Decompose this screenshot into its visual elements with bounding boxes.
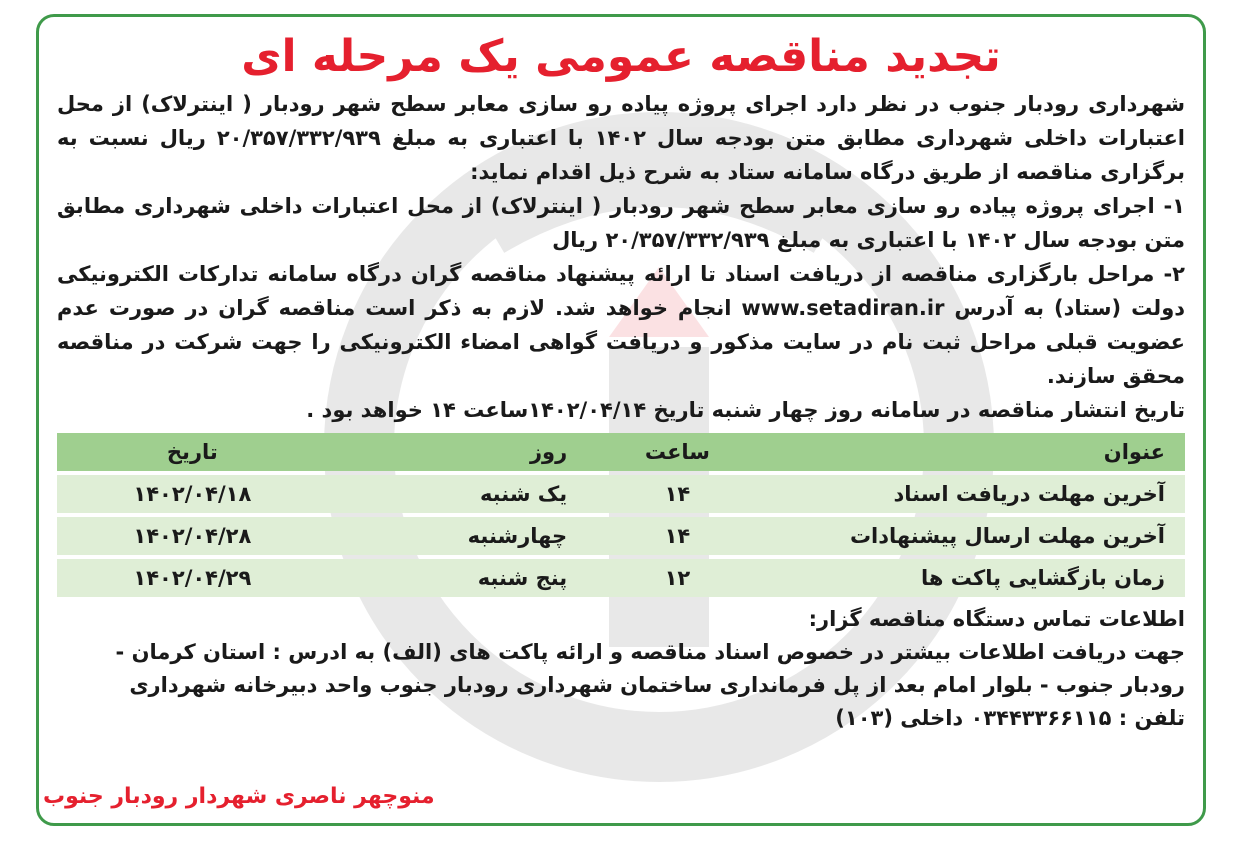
contact-phone: تلفن : ۰۳۴۴۳۳۶۶۱۱۵ داخلی (۱۰۳) <box>835 706 1185 730</box>
table-row <box>57 475 1185 513</box>
row-date: ۱۴۰۲/۰۴/۲۹ <box>57 559 328 597</box>
signature: منوچهر ناصری شهردار رودبار جنوب <box>43 784 435 809</box>
row-title: آخرین مهلت دریافت اسناد <box>768 475 1185 513</box>
item-2-text: ۲- مراحل بارگزاری مناقصه از دریافت اسناد تا ارائه پیشنهاد مناقصه گران درگاه سامانه تدارکات الکترونیکی دولت (ستاد) به آدرس <box>57 262 1186 320</box>
table-header-row <box>57 433 1185 471</box>
page-title: تجدید مناقصه عمومی یک مرحله ای <box>241 31 1001 82</box>
header-hour: ساعت <box>587 433 767 471</box>
setad-url-link[interactable]: www.setadiran.ir <box>741 296 945 320</box>
table-row <box>57 517 1185 555</box>
table-row <box>57 559 1185 597</box>
notice-content <box>57 27 1185 813</box>
notice-body <box>57 87 1185 427</box>
header-title: عنوان <box>768 433 1185 471</box>
intro-paragraph: شهرداری رودبار جنوب در نظر دارد اجرای پروژه پیاده رو سازی معابر سطح شهر رودبار ( اینترلاک) از محل اعتبارات داخلی شهرداری مطابق متن بودجه سال ۱۴۰۲ با اعتباری به مبلغ ۲۰/۳۵۷/۳۳۲/۹۳۹ ریال نسبت به برگزاری مناقصه از طریق درگاه سامانه ستاد به شرح ذیل اقدام نماید: <box>57 92 1185 184</box>
schedule-table <box>57 429 1185 601</box>
header-day: روز <box>328 433 587 471</box>
publish-date: تاریخ انتشار مناقصه در سامانه روز چهار شنبه تاریخ ۱۴۰۲/۰۴/۱۴ساعت ۱۴ خواهد بود . <box>306 398 1185 422</box>
item-2 <box>57 257 1185 393</box>
row-title: زمان بازگشایی پاکت ها <box>768 559 1185 597</box>
row-date: ۱۴۰۲/۰۴/۱۸ <box>57 475 328 513</box>
row-day: یک شنبه <box>328 475 587 513</box>
row-hour: ۱۲ <box>587 559 767 597</box>
row-hour: ۱۴ <box>587 517 767 555</box>
item-2-rest: انجام خواهد شد. لازم به ذکر است مناقصه گران در صورت عدم عضویت قبلی مراحل ثبت نام در سایت مذکور و دریافت گواهی امضاء الکترونیکی را جهت شرکت در مناقصه محقق سازند. <box>57 296 1185 388</box>
row-day: چهارشنبه <box>328 517 587 555</box>
notice-frame <box>36 14 1206 826</box>
row-title: آخرین مهلت ارسال پیشنهادات <box>768 517 1185 555</box>
row-hour: ۱۴ <box>587 475 767 513</box>
item-1: ۱- اجرای پروژه پیاده رو سازی معابر سطح شهر رودبار ( اینترلاک) از محل اعتبارات داخلی شهرداری مطابق متن بودجه سال ۱۴۰۲ با اعتباری به مبلغ ۲۰/۳۵۷/۳۳۲/۹۳۹ ریال <box>57 194 1185 252</box>
header-date: تاریخ <box>57 433 328 471</box>
contact-section <box>57 603 1185 735</box>
row-date: ۱۴۰۲/۰۴/۲۸ <box>57 517 328 555</box>
contact-heading: اطلاعات تماس دستگاه مناقصه گزار: <box>808 607 1185 631</box>
contact-address: جهت دریافت اطلاعات بیشتر در خصوص اسناد مناقصه و ارائه پاکت های (الف) به ادرس : استان کرمان - رودبار جنوب - بلوار امام بعد از پل فرمانداری ساختمان شهرداری رودبار جنوب واحد دبیرخانه شهرداری <box>115 640 1185 697</box>
row-day: پنج شنبه <box>328 559 587 597</box>
